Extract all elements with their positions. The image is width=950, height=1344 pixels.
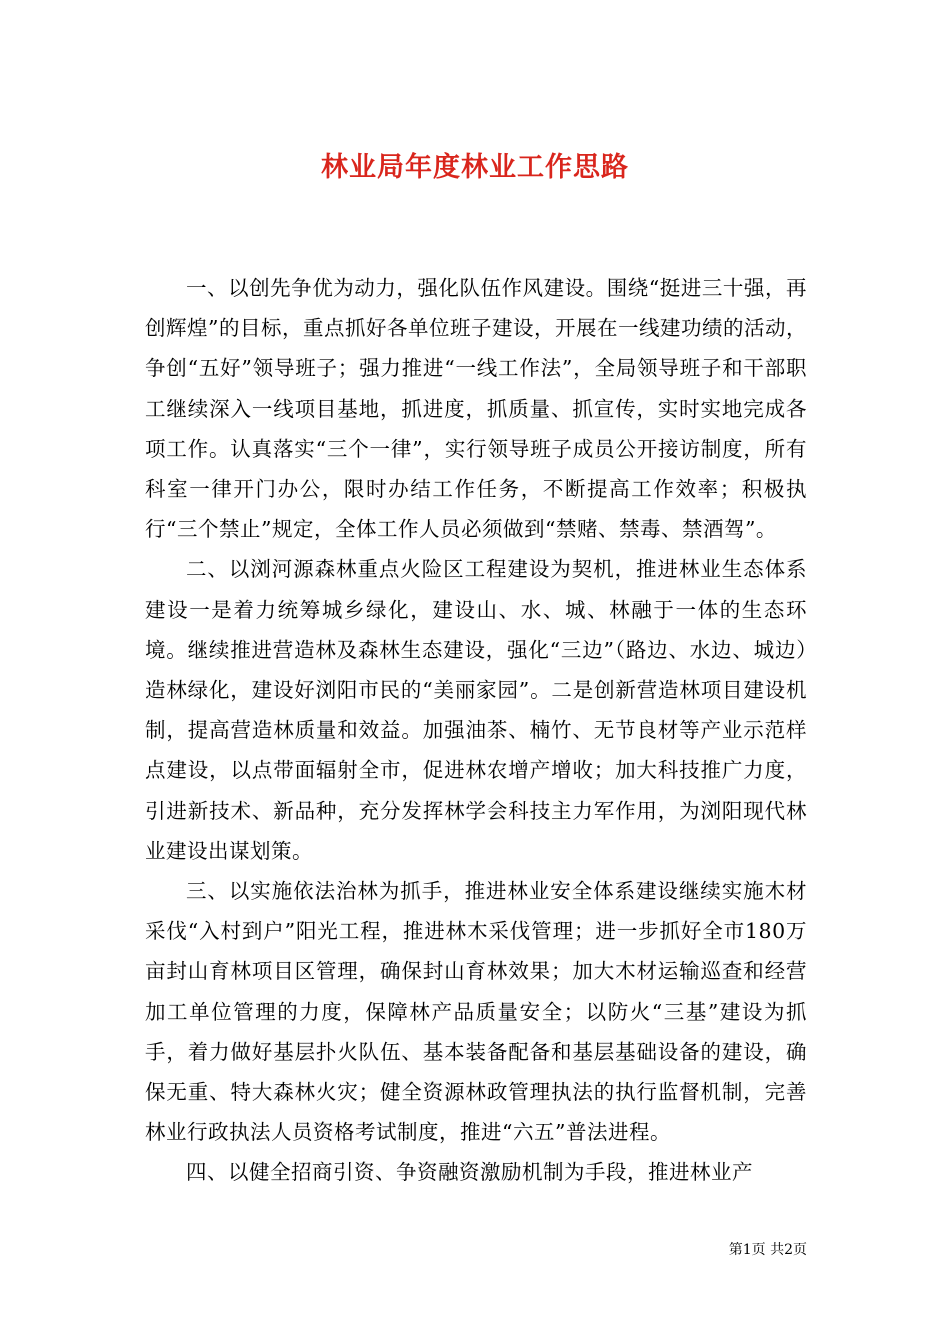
paragraph-4: 四、以健全招商引资、争资融资激励机制为手段，推进林业产 <box>186 1160 753 1185</box>
paragraph-2: 二、以浏河源森林重点火险区工程建设为契机，推进林业生态体系建设一是着力统筹城乡绿化，建设山、水、城、林融于一体的生态环境。继续推进营造林及森林生态建设，强化“三边”（路边、水边、城边）造林绿化，建设好浏阳市民的“美丽家园”。二是创新营造林项目建设机制，提高营造林质量和效益。加强油茶、楠竹、无节良材等产业示范样点建设，以点带面辐射全市，促进林农增产增收；加大科技推广力度，引进新技术、新品种，充分发挥林学会科技主力军作用，为浏阳现代林业建设出谋划策。 <box>145 557 807 863</box>
paragraph-1: 一、以创先争优为动力，强化队伍作风建设。围绕“挺进三十强，再创辉煌”的目标，重点抓好各单位班子建设，开展在一线建功绩的活动，争创“五好”领导班子；强力推进“一线工作法”，全局领导班子和干部职工继续深入一线项目基地，抓进度，抓质量、抓宣传，实时实地完成各项工作。认真落实“三个一律”，实行领导班子成员公开接访制度，所有科室一律开门办公，限时办结工作任务，不断提高工作效率；积极执行“三个禁止”规定，全体工作人员必须做到“禁赌、禁毒、禁酒驾”。 <box>145 276 807 542</box>
paragraph-3: 三、以实施依法治林为抓手，推进林业安全体系建设继续实施木材采伐“入村到户”阳光工程，推进林木采伐管理；进一步抓好全市180万亩封山育林项目区管理，确保封山育林效果；加大木材运输巡查和经营加工单位管理的力度，保障林产品质量安全；以防火“三基”建设为抓手，着力做好基层扑火队伍、基本装备配备和基层基础设备的建设，确保无重、特大森林火灾；健全资源林政管理执法的执行监督机制，完善林业行政执法人员资格考试制度，推进“六五”普法进程。 <box>145 879 807 1145</box>
page-number-footer: 第1页 共2页 <box>728 1242 807 1258</box>
document-title: 林业局年度林业工作思路 <box>321 152 629 184</box>
document-body <box>145 268 807 1193</box>
